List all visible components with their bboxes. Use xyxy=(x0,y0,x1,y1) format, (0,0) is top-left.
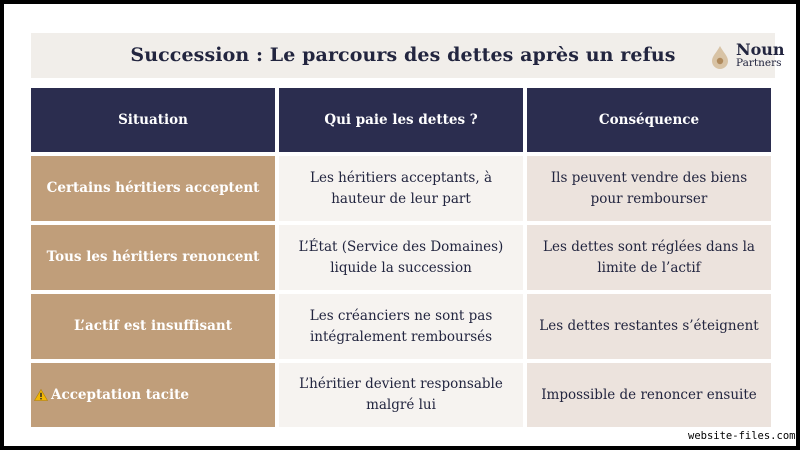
noun-partners-logo xyxy=(710,41,790,71)
warning-icon xyxy=(34,389,48,401)
row-3-situation: L’actif est insuffisant xyxy=(31,294,275,359)
row-4-consequence: Impossible de renoncer ensuite xyxy=(527,363,771,427)
row-1-consequence: Ils peuvent vendre des biens pour rembourser xyxy=(527,156,771,221)
debt-table xyxy=(31,88,771,427)
column-header-payer: Qui paie les dettes ? xyxy=(279,88,523,152)
drop-logo-icon xyxy=(710,45,730,69)
row-2-situation: Tous les héritiers renoncent xyxy=(31,225,275,290)
row-4-payer: L’héritier devient responsable malgré lui xyxy=(279,363,523,427)
logo-noun-text: Noun xyxy=(736,40,785,59)
row-2-consequence: Les dettes sont réglées dans la limite de l’actif xyxy=(527,225,771,290)
row-3-payer: Les créanciers ne sont pas intégralement remboursés xyxy=(279,294,523,359)
row-2-payer: L’État (Service des Domaines) liquide la succession xyxy=(279,225,523,290)
watermark: website-files.com xyxy=(688,430,796,442)
row-1-situation: Certains héritiers acceptent xyxy=(31,156,275,221)
title-bar xyxy=(31,33,785,78)
logo-partners-text: Partners xyxy=(736,57,782,69)
column-header-consequence: Conséquence xyxy=(527,88,771,152)
row-4-situation xyxy=(31,363,275,427)
column-header-situation: Situation xyxy=(31,88,275,152)
row-3-consequence: Les dettes restantes s’éteignent xyxy=(527,294,771,359)
row-4-situation-label: Acceptation tacite xyxy=(51,386,189,403)
row-1-payer: Les héritiers acceptants, à hauteur de leur part xyxy=(279,156,523,221)
page-title: Succession : Le parcours des dettes après un refus xyxy=(130,44,676,66)
